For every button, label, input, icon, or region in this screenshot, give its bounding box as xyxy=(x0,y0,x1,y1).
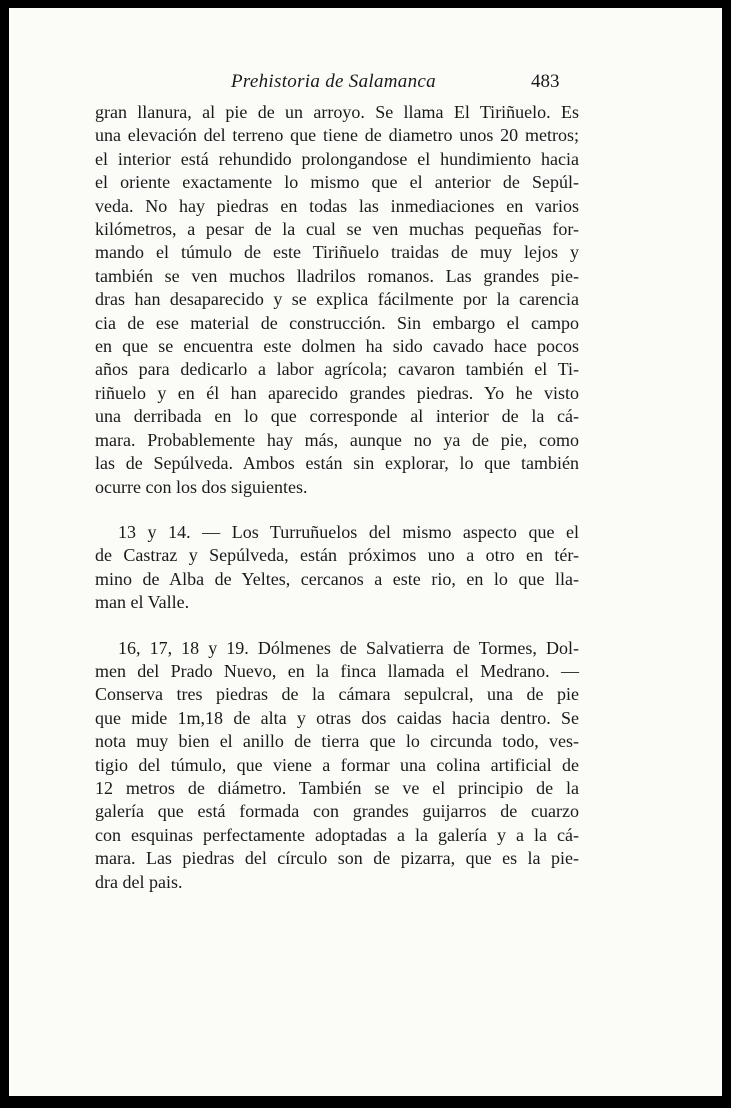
text-line: 12 metros de diámetro. También se ve el principio de la xyxy=(95,777,579,798)
text-line: 16, 17, 18 y 19. Dólmenes de Salvatierra de Tormes, Dol- xyxy=(118,637,579,658)
text-line: una elevación del terreno que tiene de diametro unos 20 metros; xyxy=(95,125,579,146)
text-line: mara. Probablemente hay más, aunque no ya de pie, como xyxy=(95,429,579,450)
text-line: 13 y 14. — Los Turruñuelos del mismo aspecto que el xyxy=(118,521,579,542)
text-line: que mide 1m,18 de alta y otras dos caidas hacia dentro. Se xyxy=(95,707,579,728)
text-line: Conserva tres piedras de la cámara sepulcral, una de pie xyxy=(95,684,579,705)
text-line: el interior está rehundido prolongandose el hundimiento hacia xyxy=(95,148,579,169)
running-title: Prehistoria de Salamanca xyxy=(231,71,436,92)
text-line: man el Valle. xyxy=(95,592,190,613)
text-line: una derribada en lo que corresponde al interior de la cá- xyxy=(95,406,579,427)
text-line: dras han desaparecido y se explica fácilmente por la carencia xyxy=(95,289,579,310)
body-text xyxy=(95,101,579,894)
text-line: también se ven muchos lladrilos romanos. Las grandes pie- xyxy=(95,265,579,286)
paragraph-3 xyxy=(95,637,579,894)
text-line: mando el túmulo de este Tiriñuelo traidas de muy lejos y xyxy=(95,242,579,263)
text-line: galería que está formada con grandes guijarros de cuarzo xyxy=(95,801,579,822)
text-line: cia de ese material de construcción. Sin embargo el campo xyxy=(95,312,579,333)
page-header xyxy=(9,71,722,95)
paragraph-1 xyxy=(95,101,579,499)
page-number: 483 xyxy=(531,71,560,92)
text-line: riñuelo y en él han aparecido grandes piedras. Yo he visto xyxy=(95,382,579,403)
text-line: en que se encuentra este dolmen ha sido cavado hace pocos xyxy=(95,336,579,357)
text-line: gran llanura, al pie de un arroyo. Se llama El Tiriñuelo. Es xyxy=(95,102,579,122)
paragraph-2 xyxy=(95,521,579,615)
text-line: mara. Las piedras del círculo son de pizarra, que es la pie- xyxy=(95,848,579,869)
text-line: ocurre con los dos siguientes. xyxy=(95,476,308,497)
text-line: las de Sepúlveda. Ambos están sin explorar, lo que también xyxy=(95,453,579,474)
text-line: veda. No hay piedras en todas las inmediaciones en varios xyxy=(95,195,579,216)
text-line: men del Prado Nuevo, en la finca llamada el Medrano. — xyxy=(95,660,579,681)
text-line: con esquinas perfectamente adoptadas a la galería y a la cá- xyxy=(95,824,579,845)
text-line: dra del pais. xyxy=(95,871,183,892)
text-line: mino de Alba de Yeltes, cercanos a este rio, en lo que lla- xyxy=(95,568,579,589)
text-line: años para dedicarlo a labor agrícola; cavaron también el Ti- xyxy=(95,359,579,380)
text-line: de Castraz y Sepúlveda, están próximos uno a otro en tér- xyxy=(95,545,579,566)
text-line: el oriente exactamente lo mismo que el anterior de Sepúl- xyxy=(95,172,579,193)
text-line: kilómetros, a pesar de la cual se ven muchas pequeñas for- xyxy=(95,219,579,240)
text-line: tigio del túmulo, que viene a formar una colina artificial de xyxy=(95,754,579,775)
text-line: nota muy bien el anillo de tierra que lo circunda todo, ves- xyxy=(95,731,579,752)
